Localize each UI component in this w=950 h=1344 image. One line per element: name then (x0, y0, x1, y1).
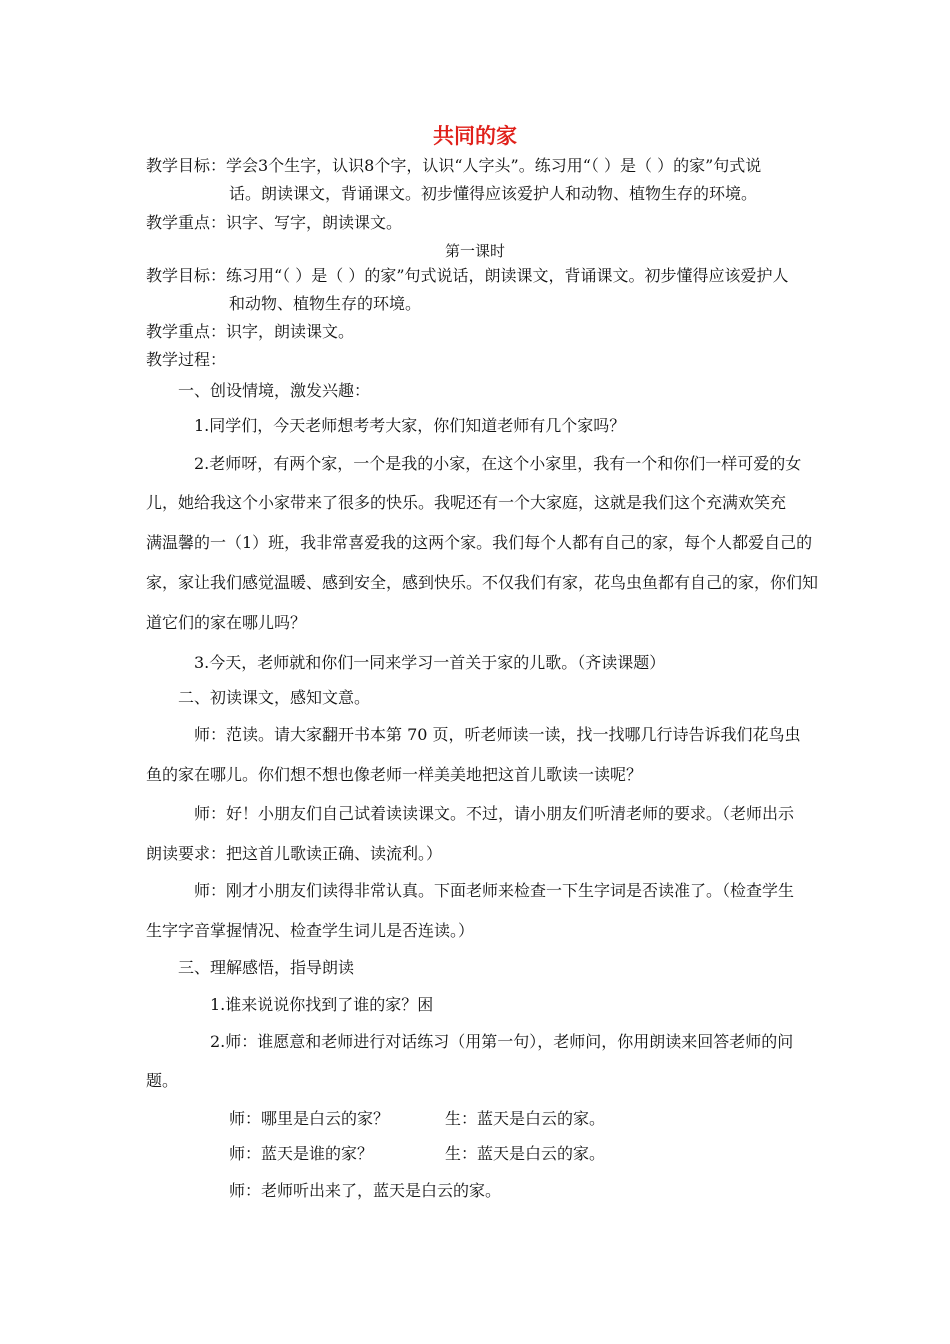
dialogue-teacher: 师：老师听出来了，蓝天是白云的家。 (229, 1181, 502, 1200)
focus-line: 教学重点：识字、写字，朗读课文。 (146, 213, 403, 232)
paragraph-line: 朗读要求：把这首儿歌读正确、读流利。） (146, 844, 443, 863)
paragraph-line: 2.老师呀，有两个家，一个是我的小家，在这个小家里，我有一个和你们一样可爱的女 (194, 454, 802, 473)
focus-line: 教学重点：识字，朗读课文。 (146, 322, 355, 341)
section-heading: 三、理解感悟，指导朗读 (178, 958, 355, 977)
paragraph-line: 3.今天，老师就和你们一同来学习一首关于家的儿歌。（齐读课题） (194, 653, 666, 672)
paragraph-line: 道它们的家在哪儿吗？ (146, 613, 307, 632)
paragraph-line: 2.师：谁愿意和老师进行对话练习（用第一句），老师问，你用朗读来回答老师的问 (210, 1032, 794, 1051)
section-heading: 一、创设情境，激发兴趣： (178, 381, 371, 400)
section-heading: 二、初读课文，感知文意。 (178, 688, 371, 707)
paragraph-line: 师：刚才小朋友们读得非常认真。下面老师来检查一下生字词是否读准了。（检查学生 (194, 881, 795, 900)
paragraph-line: 满温馨的一（1）班，我非常喜爱我的这两个家。我们每个人都有自己的家，每个人都爱自己的 (146, 533, 813, 552)
dialogue-student: 生：蓝天是白云的家。 (445, 1109, 606, 1128)
paragraph-line: 师：范读。请大家翻开书本第 70 页，听老师读一读，找一找哪几行诗告诉我们花鸟虫 (194, 725, 801, 744)
goals-line: 教学目标：练习用“（ ）是（ ）的家”句式说话，朗读课文，背诵课文。初步懂得应该爱护人 (146, 266, 789, 285)
paragraph-line: 1.同学们，今天老师想考考大家，你们知道老师有几个家吗？ (194, 416, 626, 435)
paragraph-line: 儿，她给我这个小家带来了很多的快乐。我呢还有一个大家庭，这就是我们这个充满欢笑充 (146, 493, 787, 512)
paragraph-line: 家，家让我们感觉温暖、感到安全，感到快乐。不仅我们有家，花鸟虫鱼都有自己的家，你们知 (146, 573, 819, 592)
document-title: 共同的家 (433, 124, 517, 148)
lesson-heading: 第一课时 (444, 242, 505, 260)
process-label: 教学过程： (146, 350, 227, 369)
goals-line: 教学目标：学会3个生字，认识8个字，认识“人字头”。练习用“（ ）是（ ）的家”句式说 (146, 156, 762, 175)
dialogue-teacher: 师：哪里是白云的家？ (229, 1109, 390, 1128)
paragraph-line: 生字字音掌握情况、检查学生词儿是否连读。） (146, 921, 475, 940)
goals-line: 话。朗读课文，背诵课文。初步懂得应该爱护人和动物、植物生存的环境。 (229, 184, 758, 203)
goals-line: 和动物、植物生存的环境。 (229, 294, 422, 313)
paragraph-line: 1.谁来说说你找到了谁的家？困 (210, 995, 434, 1014)
paragraph-line: 鱼的家在哪儿。你们想不想也像老师一样美美地把这首儿歌读一读呢？ (146, 765, 643, 784)
paragraph-line: 师：好！小朋友们自己试着读读课文。不过，请小朋友们听清老师的要求。（老师出示 (194, 804, 795, 823)
dialogue-student: 生：蓝天是白云的家。 (445, 1144, 606, 1163)
dialogue-teacher: 师：蓝天是谁的家？ (229, 1144, 374, 1163)
paragraph-line: 题。 (146, 1071, 179, 1090)
